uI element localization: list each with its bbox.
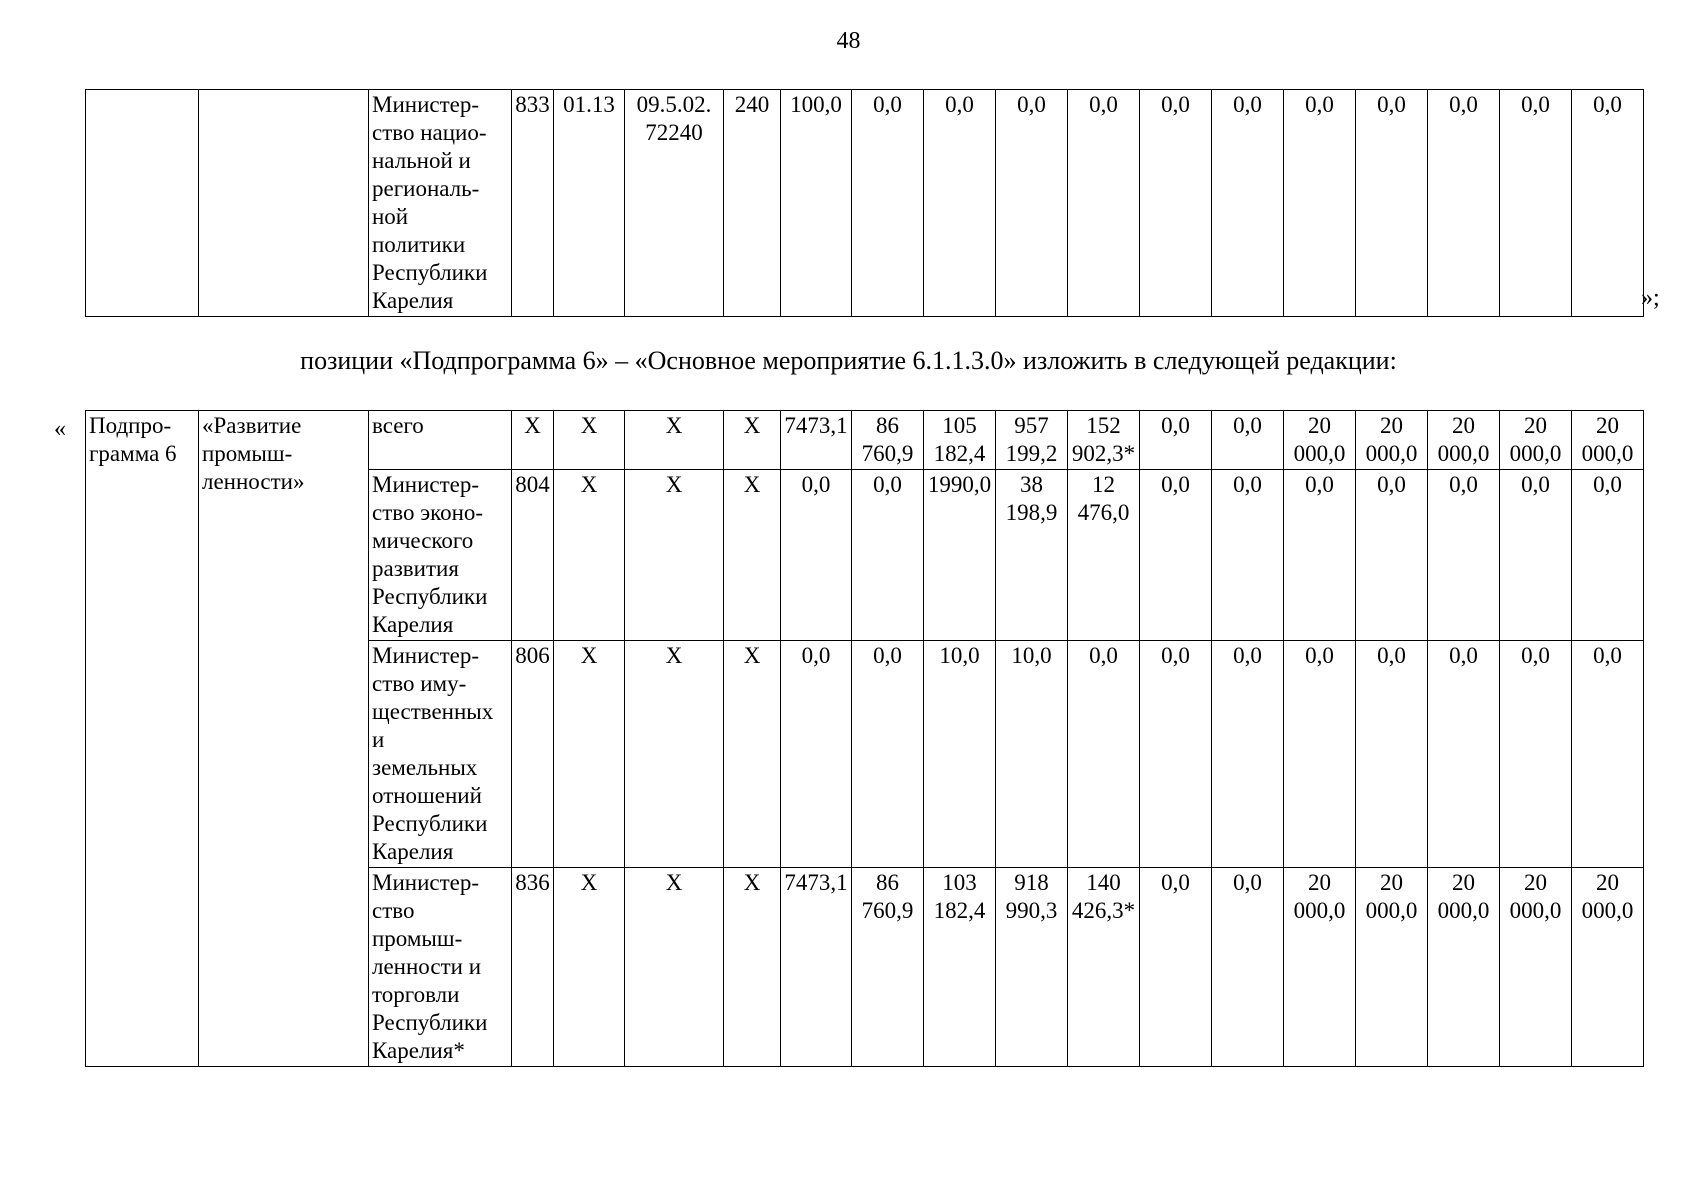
value-cell: 0,0 bbox=[1140, 641, 1212, 868]
rzpr-cell: X bbox=[554, 411, 625, 470]
value-cell: 20 000,0 bbox=[1356, 411, 1428, 470]
closing-quote: »; bbox=[1641, 285, 1660, 311]
value-cell: 0,0 bbox=[1140, 411, 1212, 470]
vr-cell: X bbox=[724, 411, 781, 470]
value-cell: 0,0 bbox=[852, 641, 924, 868]
value-cell: 12 476,0 bbox=[1068, 470, 1140, 641]
value-cell: 0,0 bbox=[852, 470, 924, 641]
grbs-cell: 804 bbox=[512, 470, 554, 641]
table-row bbox=[86, 90, 1644, 317]
value-cell: 86 760,9 bbox=[852, 868, 924, 1067]
value-cell: 0,0 bbox=[996, 90, 1068, 317]
value-cell: 20 000,0 bbox=[1500, 868, 1572, 1067]
value-cell: 1990,0 bbox=[924, 470, 996, 641]
vr-cell: 240 bbox=[724, 90, 781, 317]
value-cell: 0,0 bbox=[1212, 90, 1284, 317]
value-cell: 0,0 bbox=[1356, 470, 1428, 641]
value-cell: 0,0 bbox=[1428, 641, 1500, 868]
csr-cell: X bbox=[625, 411, 724, 470]
value-cell: 100,0 bbox=[781, 90, 852, 317]
value-cell: 0,0 bbox=[1572, 470, 1644, 641]
value-cell: 0,0 bbox=[1068, 90, 1140, 317]
executor-cell: Министер- ство иму- щественных и земельных отношений Республики Карелия bbox=[369, 641, 512, 868]
top-budget-table bbox=[85, 89, 1644, 317]
executor-cell: Министер- ство промыш- ленности и торговли Республики Карелия* bbox=[369, 868, 512, 1067]
value-cell: 0,0 bbox=[1212, 868, 1284, 1067]
page-number: 48 bbox=[836, 28, 861, 54]
status-cell: Подпро- грамма 6 bbox=[86, 411, 199, 1067]
name-cell bbox=[199, 90, 369, 317]
value-cell: 7473,1 bbox=[781, 868, 852, 1067]
value-cell: 103 182,4 bbox=[924, 868, 996, 1067]
value-cell: 918 990,3 bbox=[996, 868, 1068, 1067]
value-cell: 105 182,4 bbox=[924, 411, 996, 470]
value-cell: 0,0 bbox=[1284, 90, 1356, 317]
executor-cell: Министер- ство эконо- мического развития Республики Карелия bbox=[369, 470, 512, 641]
value-cell: 0,0 bbox=[924, 90, 996, 317]
grbs-cell: 806 bbox=[512, 641, 554, 868]
value-cell: 0,0 bbox=[1140, 90, 1212, 317]
rzpr-cell: X bbox=[554, 868, 625, 1067]
value-cell: 0,0 bbox=[1572, 641, 1644, 868]
value-cell: 0,0 bbox=[1140, 470, 1212, 641]
name-cell: «Развитие промыш- ленности» bbox=[199, 411, 369, 1067]
value-cell: 20 000,0 bbox=[1284, 411, 1356, 470]
value-cell: 0,0 bbox=[1500, 90, 1572, 317]
rzpr-cell: X bbox=[554, 470, 625, 641]
vr-cell: X bbox=[724, 470, 781, 641]
opening-quote: « bbox=[54, 416, 66, 442]
executor-cell: Министер- ство нацио- нальной и региональ- ной политики Республики Карелия bbox=[369, 90, 512, 317]
rzpr-cell: X bbox=[554, 641, 625, 868]
value-cell: 0,0 bbox=[1500, 470, 1572, 641]
grbs-cell: 833 bbox=[512, 90, 554, 317]
value-cell: 0,0 bbox=[781, 470, 852, 641]
value-cell: 0,0 bbox=[1356, 641, 1428, 868]
vr-cell: X bbox=[724, 641, 781, 868]
vr-cell: X bbox=[724, 868, 781, 1067]
value-cell: 957 199,2 bbox=[996, 411, 1068, 470]
value-cell: 0,0 bbox=[1284, 470, 1356, 641]
csr-cell: 09.5.02. 72240 bbox=[625, 90, 724, 317]
value-cell: 20 000,0 bbox=[1428, 868, 1500, 1067]
value-cell: 0,0 bbox=[1284, 641, 1356, 868]
grbs-cell: X bbox=[512, 411, 554, 470]
status-cell bbox=[86, 90, 199, 317]
executor-cell: всего bbox=[369, 411, 512, 470]
value-cell: 0,0 bbox=[1068, 641, 1140, 868]
instruction-text: позиции «Подпрограмма 6» – «Основное мероприятие 6.1.1.3.0» изложить в следующей редакции: bbox=[300, 346, 1397, 375]
csr-cell: X bbox=[625, 868, 724, 1067]
value-cell: 0,0 bbox=[1356, 90, 1428, 317]
value-cell: 20 000,0 bbox=[1428, 411, 1500, 470]
value-cell: 20 000,0 bbox=[1572, 868, 1644, 1067]
value-cell: 0,0 bbox=[1428, 90, 1500, 317]
subprogram-budget-table bbox=[85, 410, 1644, 1067]
grbs-cell: 836 bbox=[512, 868, 554, 1067]
value-cell: 20 000,0 bbox=[1356, 868, 1428, 1067]
value-cell: 10,0 bbox=[924, 641, 996, 868]
value-cell: 0,0 bbox=[781, 641, 852, 868]
value-cell: 0,0 bbox=[1428, 470, 1500, 641]
csr-cell: X bbox=[625, 641, 724, 868]
value-cell: 38 198,9 bbox=[996, 470, 1068, 641]
value-cell: 0,0 bbox=[1140, 868, 1212, 1067]
value-cell: 0,0 bbox=[1212, 411, 1284, 470]
value-cell: 0,0 bbox=[1212, 641, 1284, 868]
value-cell: 10,0 bbox=[996, 641, 1068, 868]
value-cell: 20 000,0 bbox=[1500, 411, 1572, 470]
value-cell: 0,0 bbox=[852, 90, 924, 317]
value-cell: 86 760,9 bbox=[852, 411, 924, 470]
value-cell: 0,0 bbox=[1212, 470, 1284, 641]
value-cell: 20 000,0 bbox=[1284, 868, 1356, 1067]
value-cell: 152 902,3* bbox=[1068, 411, 1140, 470]
value-cell: 0,0 bbox=[1500, 641, 1572, 868]
value-cell: 140 426,3* bbox=[1068, 868, 1140, 1067]
value-cell: 20 000,0 bbox=[1572, 411, 1644, 470]
rzpr-cell: 01.13 bbox=[554, 90, 625, 317]
value-cell: 0,0 bbox=[1572, 90, 1644, 317]
value-cell: 7473,1 bbox=[781, 411, 852, 470]
table-row bbox=[86, 411, 1644, 470]
csr-cell: X bbox=[625, 470, 724, 641]
